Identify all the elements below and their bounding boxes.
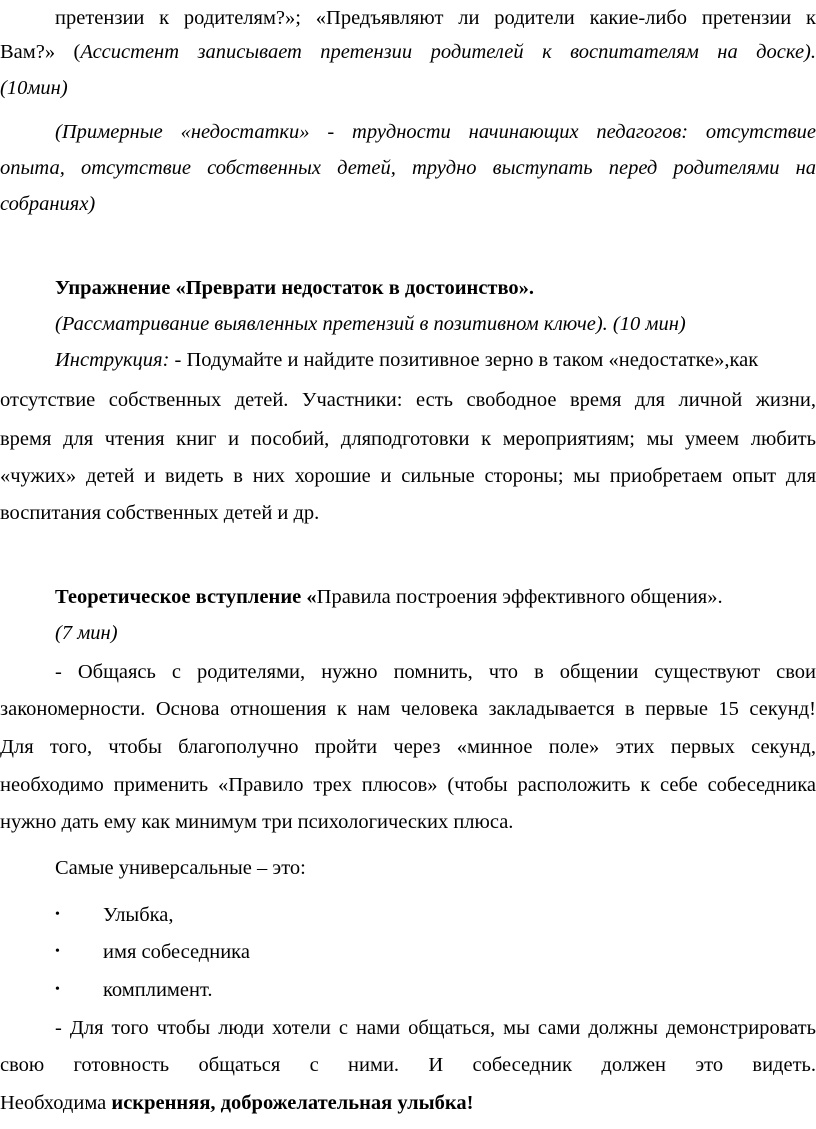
paragraph-line: необходимо применить «Правило трех плюсов» (чтобы расположить к себе собеседника — [0, 774, 816, 796]
paragraph-line: нужно дать ему как минимум три психологических плюса. — [0, 811, 514, 833]
text-run: Теоретическое вступление « — [55, 586, 317, 608]
exercise-heading: Упражнение «Преврати недостаток в достоинство». — [55, 277, 535, 299]
exercise-subtitle: (Рассматривание выявленных претензий в позитивном ключе). (10 мин) — [55, 313, 686, 335]
paragraph-line: отсутствие собственных детей. Участники: есть свободное время для личной жизни, — [0, 389, 816, 411]
list-item — [0, 937, 816, 967]
list-item-text: комплимент. — [103, 979, 213, 1001]
paragraph-line: собраниях) — [0, 193, 96, 215]
paragraph-line — [0, 37, 816, 67]
list-item — [0, 975, 816, 1005]
list-item — [0, 900, 816, 930]
assistant-note: Ассистент записывает претензии родителей к воспитателям на доске). — [80, 41, 816, 63]
paragraph-line: опыта, отсутствие собственных детей, трудно выступать перед родителями на — [0, 157, 816, 179]
theory-heading — [55, 582, 816, 612]
bullet-icon: • — [55, 982, 60, 997]
text-run: Правила построения эффективного общения». — [316, 586, 723, 608]
bullet-icon: • — [55, 907, 60, 922]
paragraph-line: время для чтения книг и пособий, дляподготовки к мероприятиям; мы умеем любить — [0, 428, 816, 450]
paragraph-line: (Примерные «недостатки» - трудности начинающих педагогов: отсутствие — [55, 121, 816, 143]
paragraph-line: «чужих» детей и видеть в них хорошие и сильные стороны; мы приобретаем опыт для — [0, 465, 816, 487]
paragraph-line: закономерности. Основа отношения к нам человека закладывается в первые 15 секунд! — [0, 698, 816, 720]
bullet-icon: • — [55, 944, 60, 959]
list-intro: Самые универсальные – это: — [55, 857, 306, 879]
paragraph-line: - Для того чтобы люди хотели с нами общаться, мы сами должны демонстрировать — [55, 1017, 816, 1039]
emphasis-text: искренняя, доброжелательная улыбка! — [111, 1092, 474, 1114]
paragraph-line: Для того, чтобы благополучно пройти через «минное поле» этих первых секунд, — [0, 736, 816, 758]
paragraph-line — [55, 345, 816, 375]
paragraph-line: свою готовность общаться с ними. И собеседник должен это видеть. — [0, 1054, 816, 1076]
paragraph-line: воспитания собственных детей и др. — [0, 502, 320, 524]
text-run: Вам?» ( — [0, 41, 81, 63]
paragraph-line: - Общаясь с родителями, нужно помнить, что в общении существуют свои — [55, 661, 816, 683]
paragraph-line — [0, 1088, 816, 1118]
paragraph-line: претензии к родителям?»; «Предъявляют ли родители какие-либо претензии к — [55, 7, 816, 29]
text-run: Необходима — [0, 1092, 112, 1114]
text-run: - Подумайте и найдите позитивное зерно в таком «недостатке»,как — [169, 349, 759, 371]
list-item-text: Улыбка, — [103, 904, 174, 926]
instruction-label: Инструкция: — [55, 349, 170, 371]
time-note: (10мин) — [0, 77, 68, 99]
time-note: (7 мин) — [55, 622, 118, 644]
list-item-text: имя собеседника — [103, 941, 250, 963]
